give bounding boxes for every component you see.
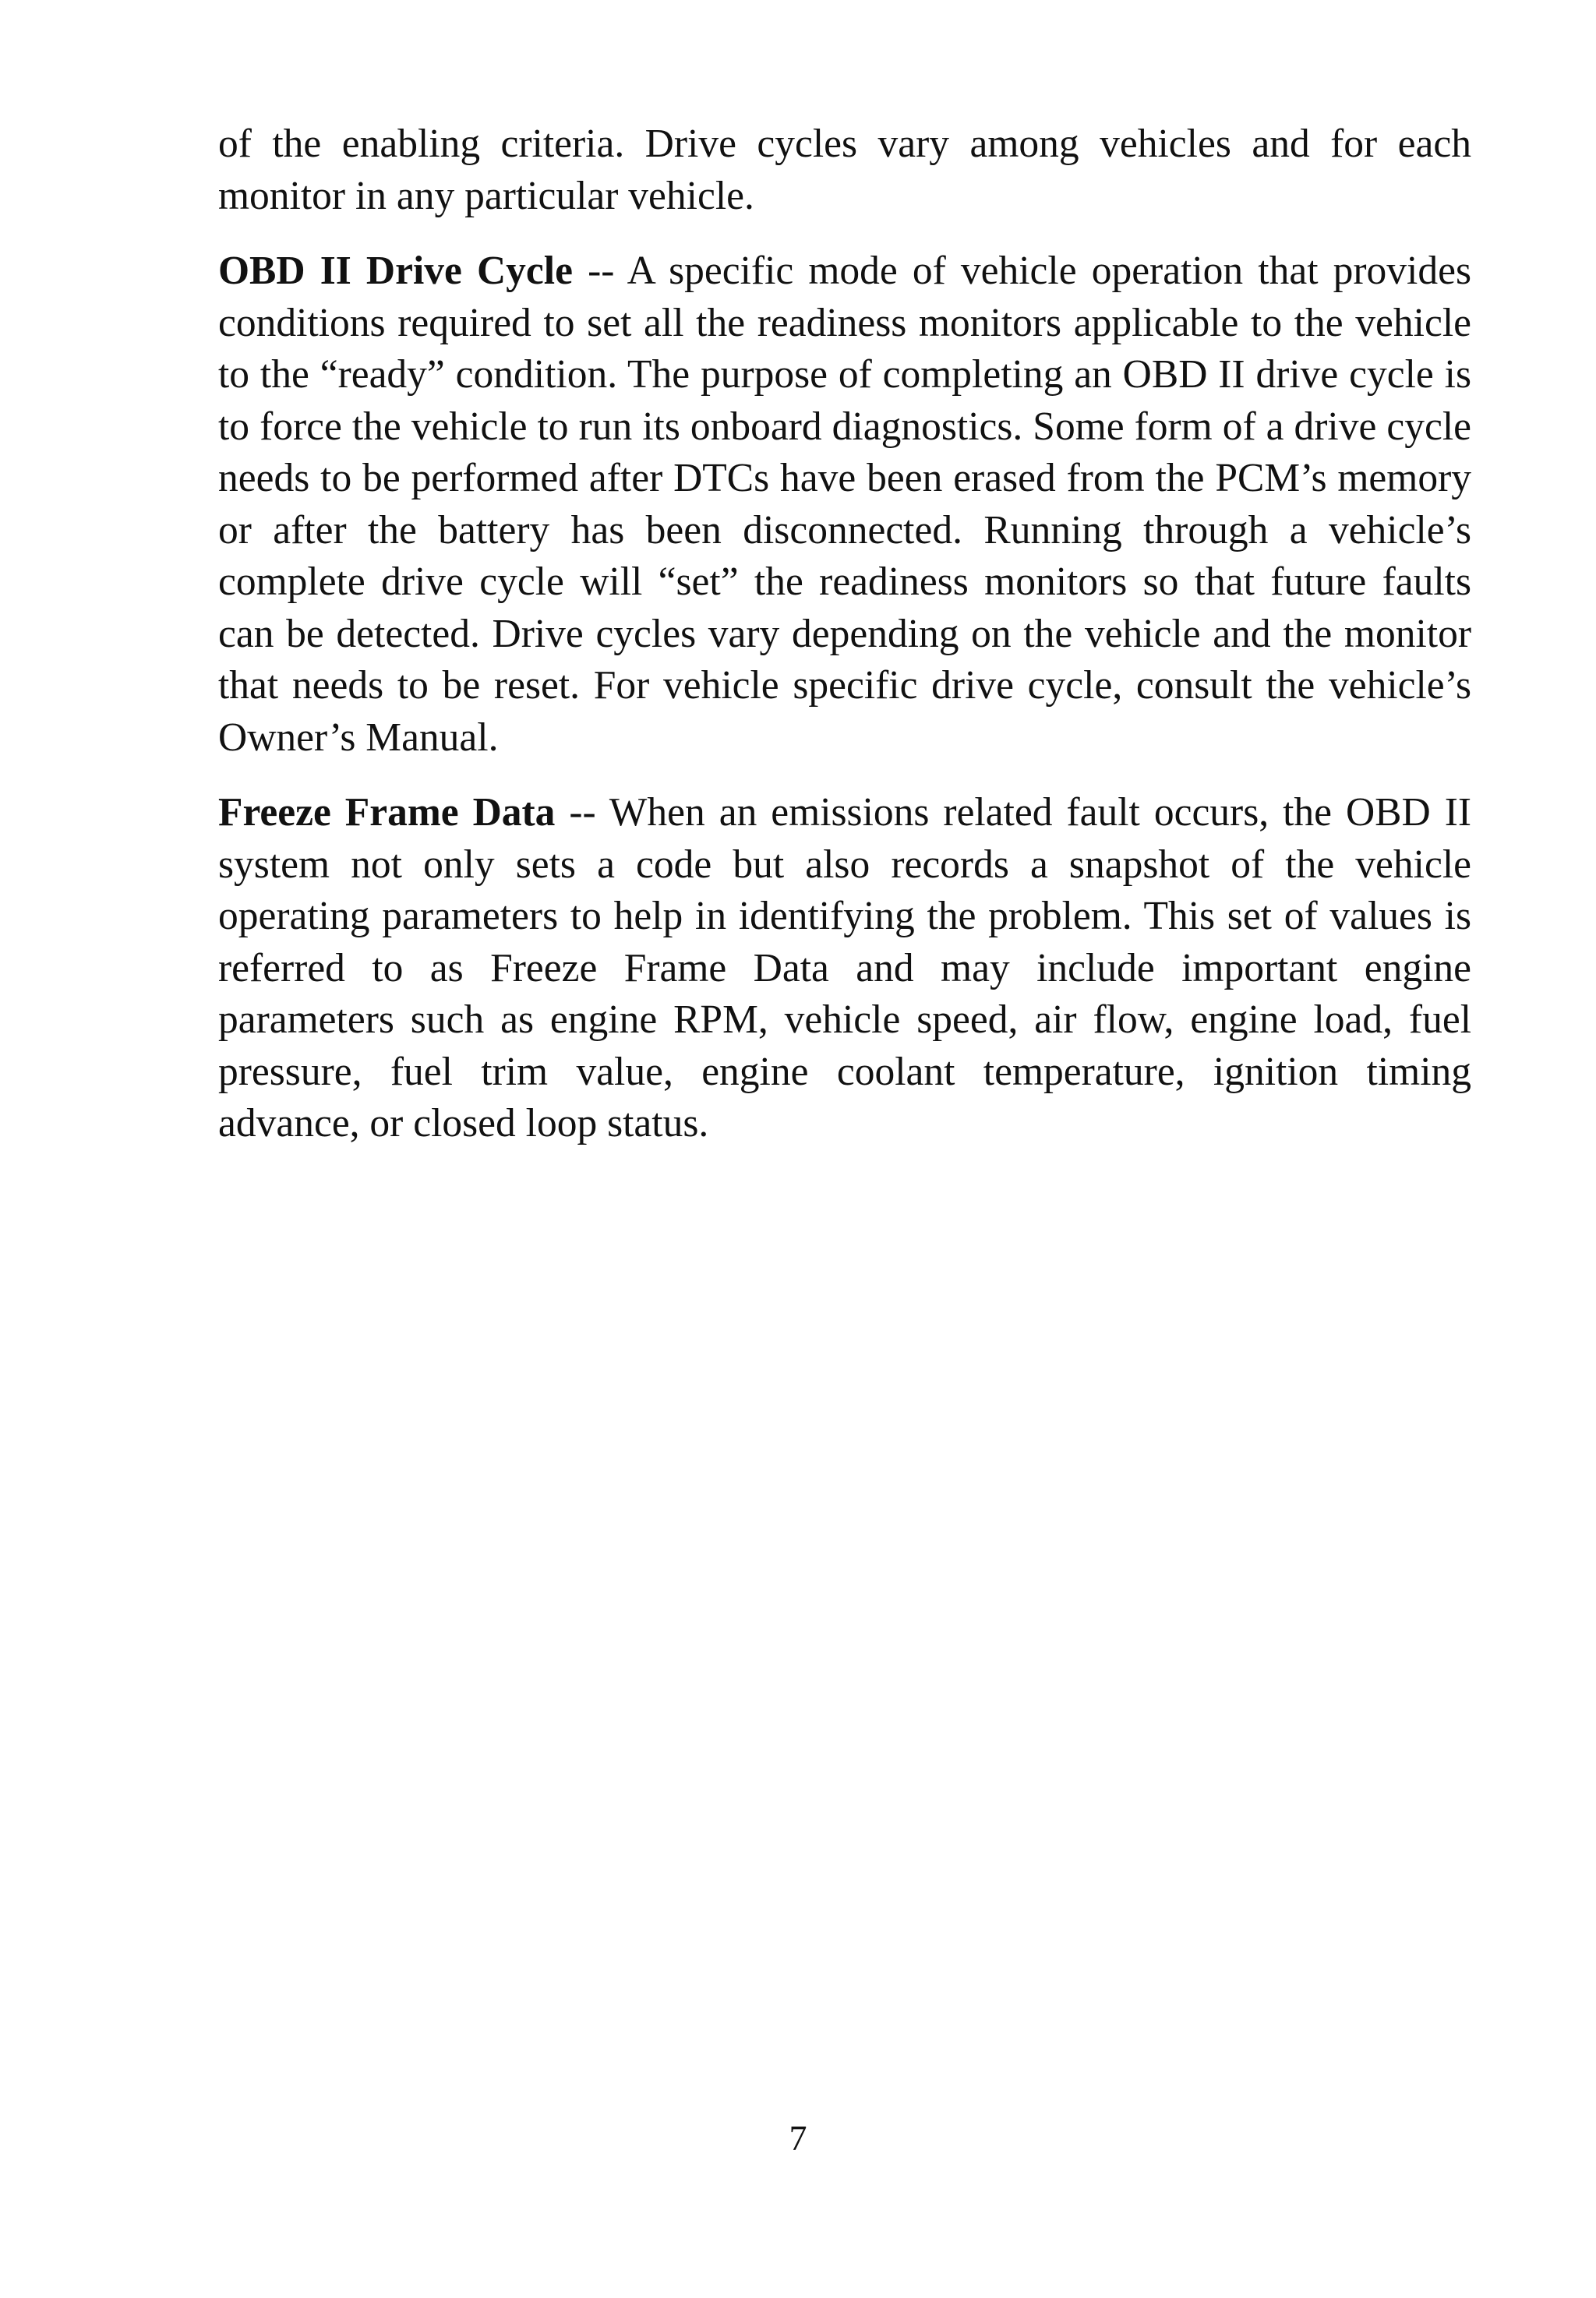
term-separator: --	[555, 790, 609, 835]
paragraph-text: of the enabling criteria. Drive cycles vary among vehicles and for each monitor in any particular vehicle.	[218, 122, 1471, 218]
term-separator: --	[572, 249, 627, 293]
paragraph-text: When an emissions related fault occurs, the OBD II system not only sets a code but also records a snapshot of the vehicle operating parameters to help in identifying the problem. This set of values is referred to as Freeze Frame Data and may include important engine parameters such as engine RPM, vehicle speed, air flow, engine load, fuel pressure, fuel trim value, engine coolant temperature, ignition timing advance, or closed loop status.	[218, 790, 1471, 1145]
glossary-term: OBD II Drive Cycle	[218, 249, 573, 293]
paragraph-text: A specific mode of vehicle operation that provides conditions required to set all the readiness monitors applicable to the vehicle to the “ready” condition. The purpose of completing an OBD II drive cycle is to force the vehicle to run its onboard diagnostics. Some form of a drive cycle needs to be performed after DTCs have been erased from the PCM’s memory or after the battery has been disconnected. Running through a vehicle’s complete drive cycle will “set” the readiness monitors so that future faults can be detected. Drive cycles vary depending on the vehicle and the monitor that needs to be reset. For vehicle specific drive cycle, consult the vehicle’s Owner’s Manual.	[218, 249, 1471, 760]
page-number: 7	[789, 2118, 807, 2158]
glossary-term: Freeze Frame Data	[218, 790, 556, 835]
paragraph-obd-ii-drive-cycle	[218, 245, 1471, 764]
paragraph-continuation	[218, 118, 1471, 222]
paragraph-freeze-frame-data	[218, 787, 1471, 1150]
page-body	[218, 118, 1471, 1174]
